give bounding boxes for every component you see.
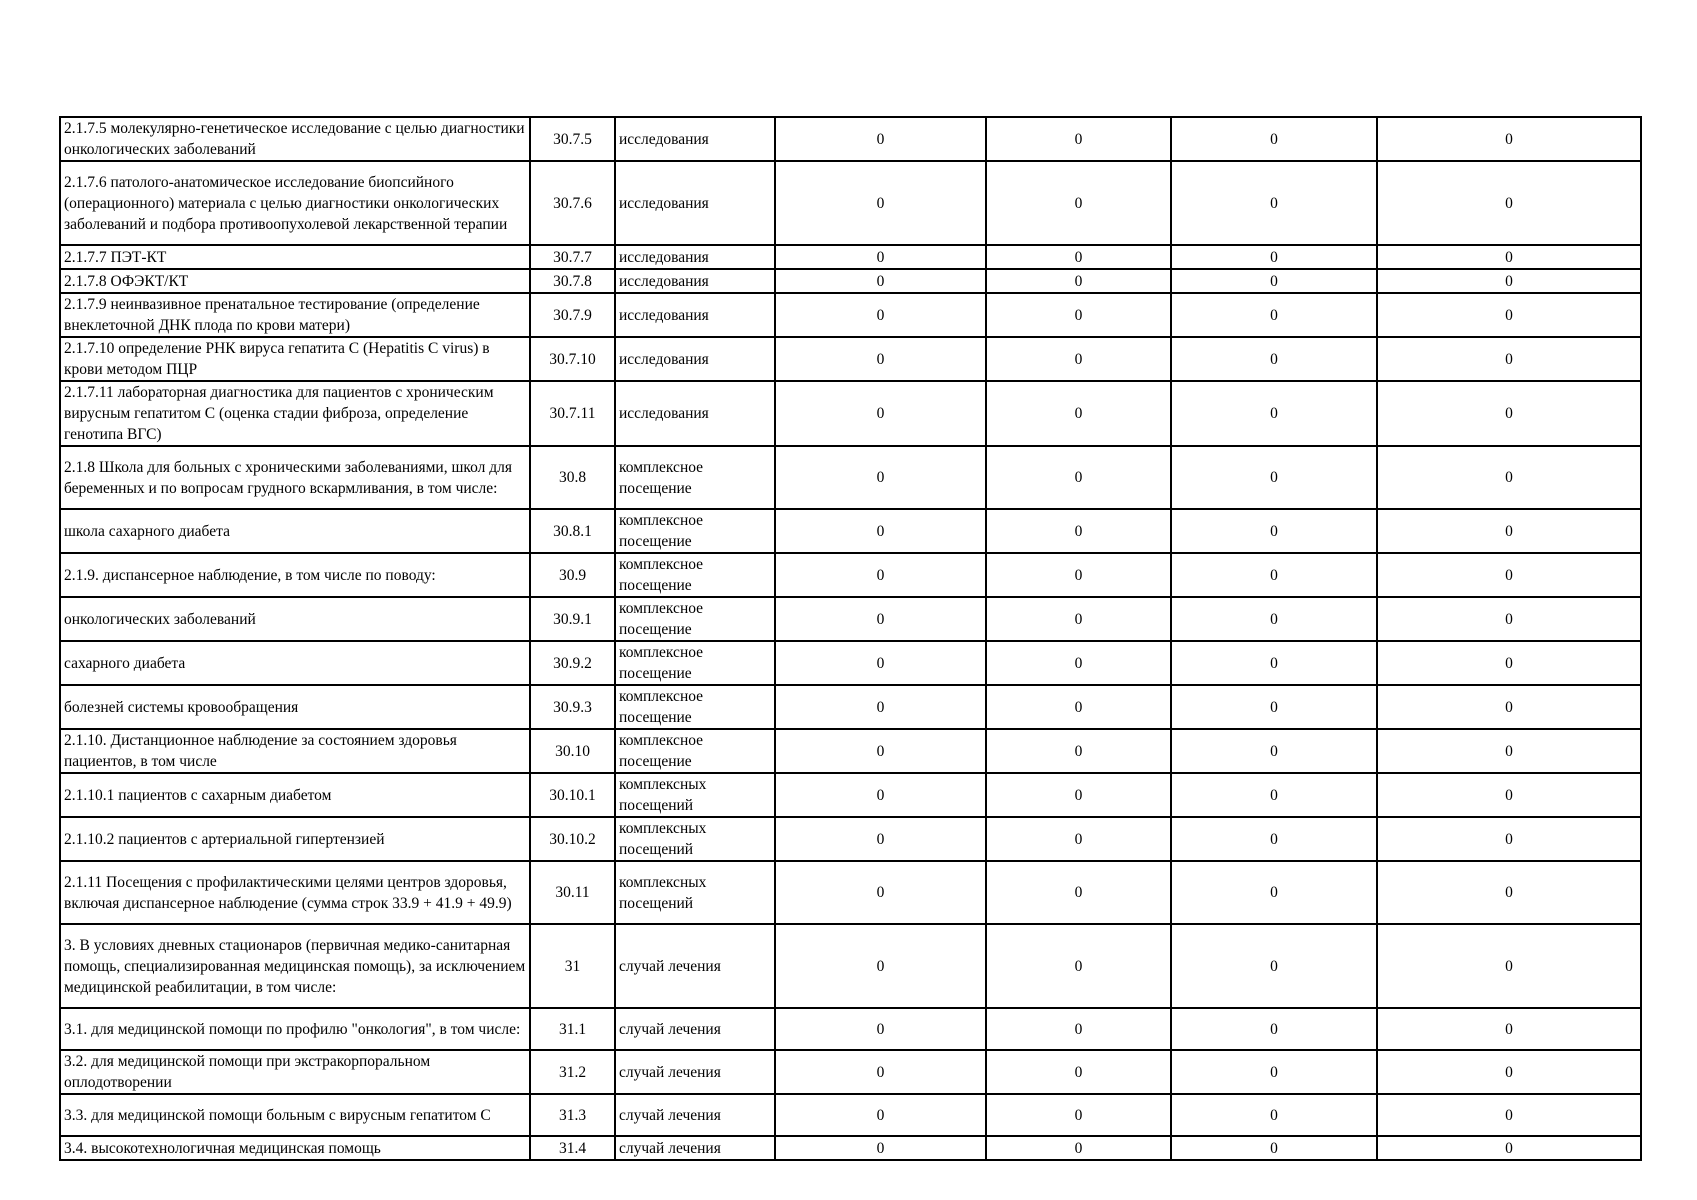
row-unit-cell: исследования: [615, 161, 775, 245]
row-value-cell: 0: [986, 817, 1171, 861]
row-name-cell: 2.1.7.11 лабораторная диагностика для пациентов с хроническим вирусным гепатитом С (оценка стадии фиброза, определение генотипа ВГС): [60, 381, 530, 446]
row-name-cell: сахарного диабета: [60, 641, 530, 685]
row-value-cell: 0: [775, 685, 986, 729]
row-value-cell: 0: [1171, 553, 1377, 597]
row-code-cell: 30.7.9: [530, 293, 615, 337]
table-row: [60, 446, 1641, 509]
row-value-cell: 0: [775, 446, 986, 509]
row-name-cell: 2.1.7.5 молекулярно-генетическое исследование с целью диагностики онкологических заболеваний: [60, 117, 530, 161]
row-value-cell: 0: [1377, 293, 1641, 337]
row-value-cell: 0: [986, 641, 1171, 685]
row-unit-cell: исследования: [615, 337, 775, 381]
row-value-cell: 0: [775, 509, 986, 553]
row-code-cell: 30.7.10: [530, 337, 615, 381]
row-unit-cell: исследования: [615, 269, 775, 293]
row-value-cell: 0: [775, 641, 986, 685]
row-unit-cell: случай лечения: [615, 1050, 775, 1094]
row-value-cell: 0: [986, 446, 1171, 509]
row-value-cell: 0: [1171, 729, 1377, 773]
row-code-cell: 31.1: [530, 1008, 615, 1050]
row-value-cell: 0: [1171, 269, 1377, 293]
row-value-cell: 0: [1171, 117, 1377, 161]
row-code-cell: 31.3: [530, 1094, 615, 1136]
row-name-cell: 2.1.7.8 ОФЭКТ/КТ: [60, 269, 530, 293]
row-unit-cell: комплексное посещение: [615, 729, 775, 773]
row-value-cell: 0: [1171, 293, 1377, 337]
row-value-cell: 0: [986, 117, 1171, 161]
table-row: [60, 597, 1641, 641]
row-value-cell: 0: [1377, 381, 1641, 446]
row-value-cell: 0: [1377, 641, 1641, 685]
row-unit-cell: комплексных посещений: [615, 817, 775, 861]
row-value-cell: 0: [986, 861, 1171, 924]
row-name-cell: 2.1.7.7 ПЭТ-КТ: [60, 245, 530, 269]
table-row: [60, 337, 1641, 381]
row-value-cell: 0: [1171, 337, 1377, 381]
row-unit-cell: комплексных посещений: [615, 861, 775, 924]
row-code-cell: 30.10.2: [530, 817, 615, 861]
row-value-cell: 0: [986, 269, 1171, 293]
row-value-cell: 0: [775, 269, 986, 293]
table-row: [60, 245, 1641, 269]
row-value-cell: 0: [1377, 1094, 1641, 1136]
row-value-cell: 0: [1171, 1050, 1377, 1094]
table-row: [60, 553, 1641, 597]
table-row: [60, 729, 1641, 773]
row-name-cell: 3.2. для медицинской помощи при экстракорпоральном оплодотворении: [60, 1050, 530, 1094]
row-name-cell: 2.1.10.2 пациентов с артериальной гипертензией: [60, 817, 530, 861]
row-value-cell: 0: [775, 924, 986, 1008]
row-value-cell: 0: [1377, 161, 1641, 245]
row-name-cell: 2.1.7.6 патолого-анатомическое исследование биопсийного (операционного) материала с целью диагностики онкологических заболеваний и подбора противоопухолевой лекарственной терапии: [60, 161, 530, 245]
table-row: [60, 641, 1641, 685]
row-name-cell: 2.1.7.9 неинвазивное пренатальное тестирование (определение внеклеточной ДНК плода по крови матери): [60, 293, 530, 337]
row-name-cell: 3. В условиях дневных стационаров (первичная медико-санитарная помощь, специализированная медицинская помощь), за исключением медицинской реабилитации, в том числе:: [60, 924, 530, 1008]
row-code-cell: 31: [530, 924, 615, 1008]
row-value-cell: 0: [775, 861, 986, 924]
row-value-cell: 0: [1377, 1008, 1641, 1050]
row-value-cell: 0: [1171, 597, 1377, 641]
data-table: [59, 116, 1642, 1161]
row-value-cell: 0: [775, 597, 986, 641]
table-row: [60, 861, 1641, 924]
table-row: [60, 161, 1641, 245]
row-name-cell: школа сахарного диабета: [60, 509, 530, 553]
row-value-cell: 0: [775, 773, 986, 817]
row-value-cell: 0: [775, 553, 986, 597]
row-code-cell: 30.7.8: [530, 269, 615, 293]
row-code-cell: 30.10: [530, 729, 615, 773]
row-code-cell: 30.10.1: [530, 773, 615, 817]
row-value-cell: 0: [775, 1008, 986, 1050]
row-code-cell: 30.7.5: [530, 117, 615, 161]
row-value-cell: 0: [1377, 817, 1641, 861]
row-name-cell: болезней системы кровообращения: [60, 685, 530, 729]
row-value-cell: 0: [986, 1050, 1171, 1094]
row-value-cell: 0: [1171, 381, 1377, 446]
row-code-cell: 30.7.11: [530, 381, 615, 446]
table-row: [60, 1050, 1641, 1094]
row-value-cell: 0: [986, 1136, 1171, 1160]
table-row: [60, 773, 1641, 817]
row-value-cell: 0: [1377, 1136, 1641, 1160]
row-value-cell: 0: [986, 1094, 1171, 1136]
row-unit-cell: комплексное посещение: [615, 446, 775, 509]
table-row: [60, 1094, 1641, 1136]
row-code-cell: 30.8: [530, 446, 615, 509]
table-row: [60, 269, 1641, 293]
row-code-cell: 30.7.7: [530, 245, 615, 269]
row-value-cell: 0: [986, 509, 1171, 553]
row-name-cell: 2.1.11 Посещения с профилактическими целями центров здоровья, включая диспансерное наблюдение (сумма строк 33.9 + 41.9 + 49.9): [60, 861, 530, 924]
row-value-cell: 0: [986, 161, 1171, 245]
row-value-cell: 0: [775, 161, 986, 245]
table-row: [60, 381, 1641, 446]
row-code-cell: 30.9.2: [530, 641, 615, 685]
row-unit-cell: исследования: [615, 293, 775, 337]
row-code-cell: 30.11: [530, 861, 615, 924]
row-value-cell: 0: [1171, 817, 1377, 861]
row-value-cell: 0: [986, 773, 1171, 817]
row-value-cell: 0: [986, 337, 1171, 381]
row-value-cell: 0: [775, 293, 986, 337]
row-name-cell: 2.1.9. диспансерное наблюдение, в том числе по поводу:: [60, 553, 530, 597]
row-code-cell: 31.4: [530, 1136, 615, 1160]
table-row: [60, 117, 1641, 161]
row-unit-cell: случай лечения: [615, 1008, 775, 1050]
row-value-cell: 0: [1171, 773, 1377, 817]
row-name-cell: 2.1.10.1 пациентов с сахарным диабетом: [60, 773, 530, 817]
row-value-cell: 0: [986, 924, 1171, 1008]
row-unit-cell: комплексное посещение: [615, 553, 775, 597]
row-value-cell: 0: [1171, 446, 1377, 509]
row-name-cell: 3.1. для медицинской помощи по профилю "онкология", в том числе:: [60, 1008, 530, 1050]
table-row: [60, 293, 1641, 337]
row-value-cell: 0: [1171, 924, 1377, 1008]
row-value-cell: 0: [775, 1094, 986, 1136]
row-value-cell: 0: [1377, 553, 1641, 597]
row-value-cell: 0: [1377, 337, 1641, 381]
row-value-cell: 0: [775, 381, 986, 446]
row-unit-cell: случай лечения: [615, 1136, 775, 1160]
row-code-cell: 30.7.6: [530, 161, 615, 245]
row-code-cell: 31.2: [530, 1050, 615, 1094]
row-value-cell: 0: [1171, 861, 1377, 924]
row-value-cell: 0: [775, 117, 986, 161]
row-value-cell: 0: [986, 729, 1171, 773]
row-value-cell: 0: [1377, 729, 1641, 773]
table-row: [60, 685, 1641, 729]
row-value-cell: 0: [986, 597, 1171, 641]
row-code-cell: 30.9: [530, 553, 615, 597]
row-unit-cell: исследования: [615, 245, 775, 269]
table-row: [60, 509, 1641, 553]
row-value-cell: 0: [1171, 1008, 1377, 1050]
row-name-cell: онкологических заболеваний: [60, 597, 530, 641]
row-value-cell: 0: [775, 817, 986, 861]
table-body: [60, 117, 1641, 1160]
row-code-cell: 30.9.3: [530, 685, 615, 729]
row-name-cell: 2.1.7.10 определение РНК вируса гепатита С (Hepatitis C virus) в крови методом ПЦР: [60, 337, 530, 381]
row-value-cell: 0: [986, 553, 1171, 597]
row-name-cell: 2.1.10. Дистанционное наблюдение за состоянием здоровья пациентов, в том числе: [60, 729, 530, 773]
row-value-cell: 0: [1377, 509, 1641, 553]
row-value-cell: 0: [986, 293, 1171, 337]
row-value-cell: 0: [1171, 1094, 1377, 1136]
row-code-cell: 30.9.1: [530, 597, 615, 641]
row-unit-cell: исследования: [615, 117, 775, 161]
row-value-cell: 0: [1171, 509, 1377, 553]
row-value-cell: 0: [775, 245, 986, 269]
table-row: [60, 817, 1641, 861]
row-value-cell: 0: [1377, 245, 1641, 269]
row-unit-cell: комплексное посещение: [615, 685, 775, 729]
row-value-cell: 0: [1377, 773, 1641, 817]
row-value-cell: 0: [1377, 597, 1641, 641]
row-value-cell: 0: [1171, 685, 1377, 729]
row-value-cell: 0: [986, 245, 1171, 269]
row-unit-cell: случай лечения: [615, 924, 775, 1008]
row-name-cell: 3.3. для медицинской помощи больным с вирусным гепатитом С: [60, 1094, 530, 1136]
row-name-cell: 2.1.8 Школа для больных с хроническими заболеваниями, школ для беременных и по вопросам грудного вскармливания, в том числе:: [60, 446, 530, 509]
row-unit-cell: случай лечения: [615, 1094, 775, 1136]
row-value-cell: 0: [986, 685, 1171, 729]
row-value-cell: 0: [1377, 1050, 1641, 1094]
row-unit-cell: комплексное посещение: [615, 597, 775, 641]
table-row: [60, 924, 1641, 1008]
row-code-cell: 30.8.1: [530, 509, 615, 553]
row-value-cell: 0: [775, 1050, 986, 1094]
row-unit-cell: комплексное посещение: [615, 641, 775, 685]
row-value-cell: 0: [1377, 685, 1641, 729]
row-value-cell: 0: [1171, 245, 1377, 269]
row-value-cell: 0: [1377, 924, 1641, 1008]
row-unit-cell: комплексное посещение: [615, 509, 775, 553]
row-value-cell: 0: [1171, 1136, 1377, 1160]
row-value-cell: 0: [1377, 861, 1641, 924]
row-value-cell: 0: [775, 729, 986, 773]
row-value-cell: 0: [775, 337, 986, 381]
row-unit-cell: исследования: [615, 381, 775, 446]
row-value-cell: 0: [1171, 641, 1377, 685]
row-value-cell: 0: [986, 381, 1171, 446]
row-value-cell: 0: [1377, 446, 1641, 509]
row-value-cell: 0: [775, 1136, 986, 1160]
row-value-cell: 0: [1377, 117, 1641, 161]
table-row: [60, 1008, 1641, 1050]
row-value-cell: 0: [1377, 269, 1641, 293]
row-value-cell: 0: [1171, 161, 1377, 245]
row-value-cell: 0: [986, 1008, 1171, 1050]
table-row: [60, 1136, 1641, 1160]
row-name-cell: 3.4. высокотехнологичная медицинская помощь: [60, 1136, 530, 1160]
row-unit-cell: комплексных посещений: [615, 773, 775, 817]
